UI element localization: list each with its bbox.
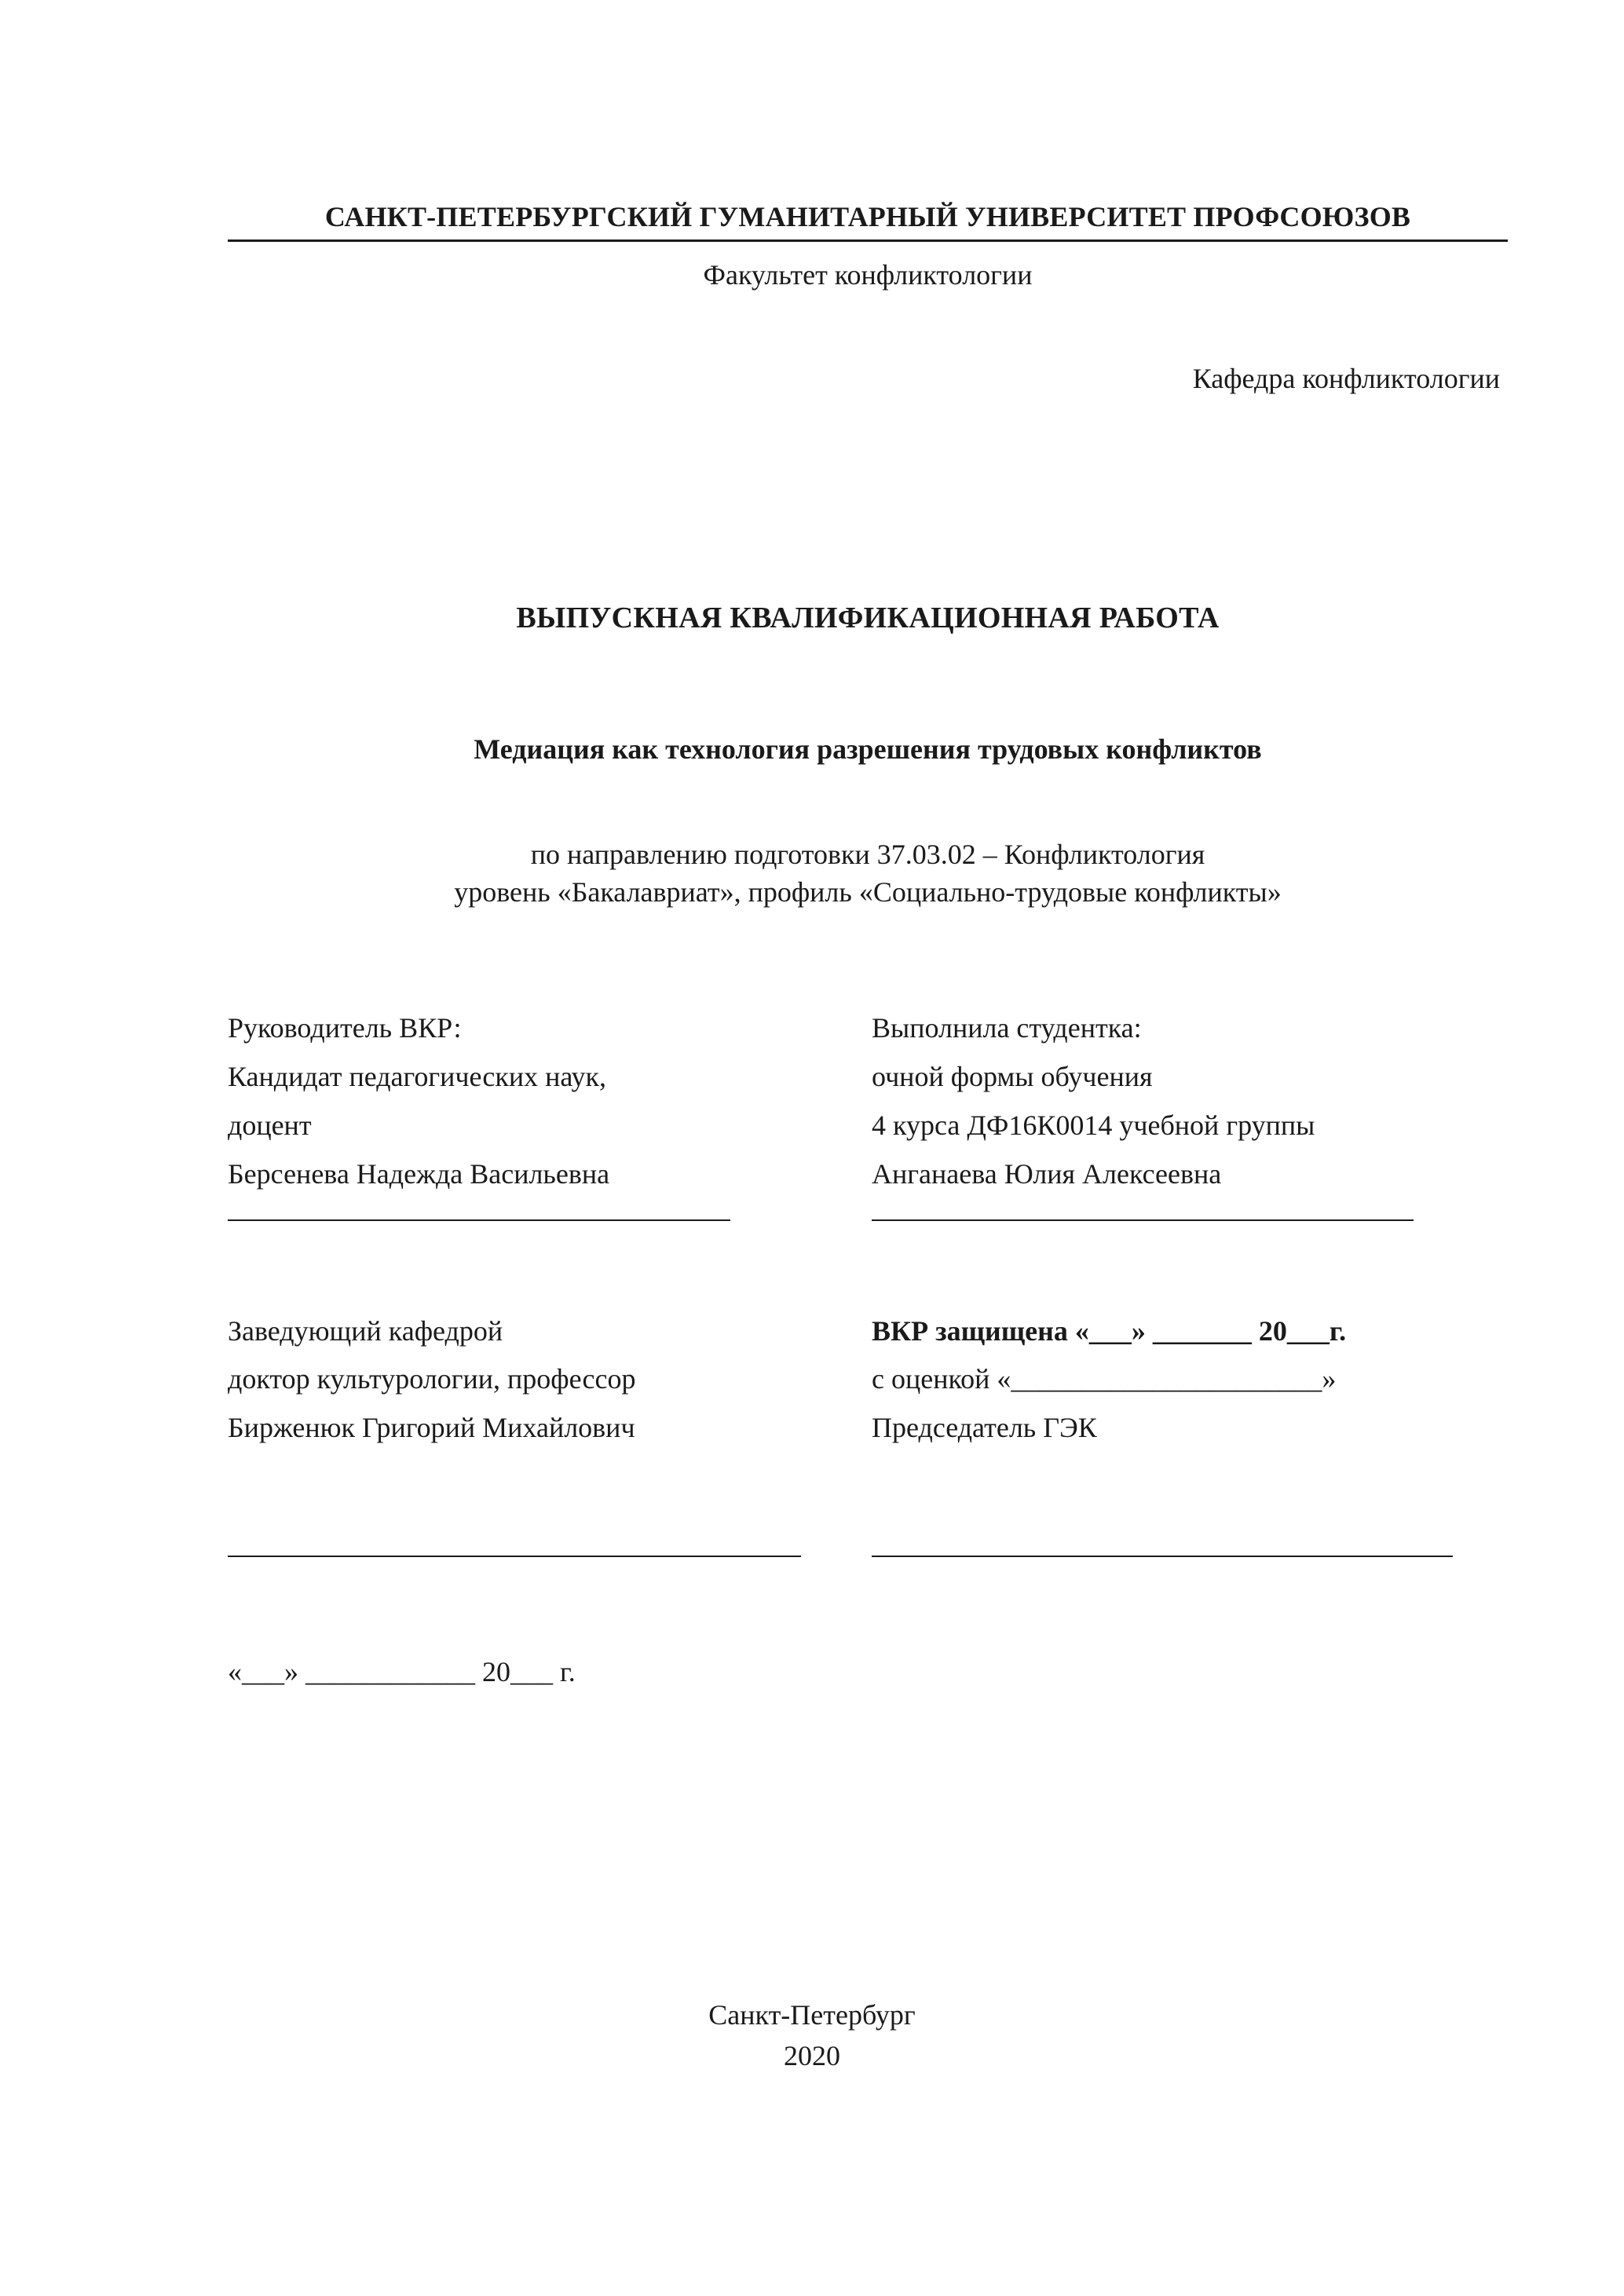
chairman-signature-column [872,1535,1508,1561]
supervisor-degree: Кандидат педагогических наук, [228,1060,607,1092]
work-type-heading: ВЫПУСКНАЯ КВАЛИФИКАЦИОННАЯ РАБОТА [516,601,1220,635]
student-name: Анганаева Юлия Алексеевна [872,1157,1222,1190]
supervisor-column [228,1004,872,1225]
head-degree: доктор культурологии, профессор [228,1363,636,1395]
direction-line-2: уровень «Бакалавриат», профиль «Социально-трудовые конфликты» [454,876,1282,909]
student-signature-line [872,1219,1414,1221]
year: 2020 [784,2040,840,2072]
supervisor-position: доцент [228,1109,312,1141]
student-column [872,1004,1508,1225]
date-field: «___» ____________ 20___ г. [228,1656,576,1688]
university-name: САНКТ-ПЕТЕРБУРГСКИЙ ГУМАНИТАРНЫЙ УНИВЕРСИТЕТ ПРОФСОЮЗОВ [324,201,1411,232]
direction-line-1: по направлению подготовки 37.03.02 – Конфликтология [530,839,1205,871]
head-signature-line [228,1556,801,1557]
header-divider [228,239,1508,242]
document-content [228,200,1508,1688]
head-of-department-column [228,1307,872,1453]
student-group: 4 курса ДФ16К0014 учебной группы [872,1109,1315,1141]
student-label: Выполнила студентка: [872,1011,1142,1044]
head-defense-block [228,1307,1508,1453]
document-footer [0,1994,1624,2076]
department-name: Кафедра конфликтологии [1192,363,1500,395]
supervisor-signature-line [228,1219,730,1221]
defense-line-2: с оценкой «______________________» [872,1363,1337,1395]
defense-line-1: ВКР защищена «___» _______ 20___г. [872,1314,1347,1347]
supervisor-label: Руководитель ВКР: [228,1011,462,1044]
direction-block [228,836,1508,912]
defense-column [872,1307,1508,1453]
faculty-name: Факультет конфликтологии [703,259,1033,291]
student-form: очной формы обучения [872,1060,1153,1092]
page-title: Медиация как технология разрешения трудовых конфликтов [474,733,1262,766]
city-name: Санкт-Петербург [708,1999,916,2031]
defense-line-3: Председатель ГЭК [872,1412,1097,1444]
bottom-signature-lines [228,1535,1508,1561]
supervisor-name: Берсенева Надежда Васильевна [228,1157,610,1190]
supervisor-student-block [228,1004,1508,1225]
head-signature-column [228,1535,872,1561]
head-label: Заведующий кафедрой [228,1314,503,1347]
chairman-signature-line [872,1556,1453,1557]
head-name: Бирженюк Григорий Михайлович [228,1412,635,1444]
